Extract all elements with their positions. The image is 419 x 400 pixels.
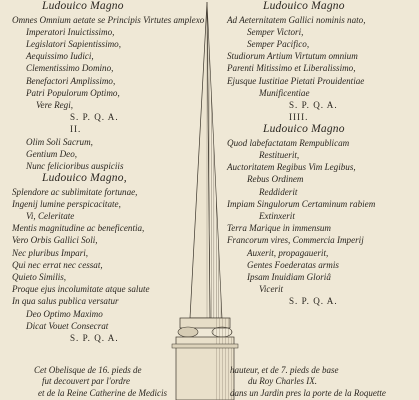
inscription-line: Gentes Foederatas armis [247, 259, 339, 270]
caption-line: fut decouvert par l'ordre [42, 376, 130, 387]
inscription-line: Vi, Celeritate [26, 211, 75, 222]
inscription-line: Aequissimo Iudici, [26, 51, 94, 62]
inscription-line: Mentis magnitudine ac beneficentia, [12, 223, 145, 234]
inscription-line: Omnes Omnium aetate se Principis Virtutes amplexo [12, 14, 205, 25]
inscription-line: Ludouico Magno [42, 0, 124, 12]
inscription-line: Ad Aeternitatem Gallici nominis nato, [227, 14, 366, 25]
inscription-line: Ludouico Magno, [42, 172, 127, 185]
inscription-line: Rebus Ordinem [247, 174, 304, 185]
inscription-line: S. P. Q. A. [289, 99, 338, 110]
inscription-line: S. P. Q. A. [289, 296, 338, 307]
inscription-line: Nunc felicioribus auspiciis [26, 160, 124, 171]
caption-line: Cet Obelisque de 16. pieds de [34, 365, 142, 375]
caption-line: dans un Jardin pres la porte de la Roquette [230, 387, 386, 398]
inscription-line: Munificentiae [259, 87, 310, 98]
inscription-line: IIII. [289, 112, 309, 123]
inscription-line: Quieto Similis, [12, 272, 67, 283]
inscription-line: S. P. Q. A. [70, 112, 119, 123]
inscription-line: Legislatori Sapientissimo, [26, 38, 121, 49]
inscription-line: Parenti Mitissimo et Liberalissimo, [227, 63, 356, 74]
inscription-line: Qui nec errat nec cessat, [12, 259, 103, 270]
inscription-line: Vere Regi, [36, 99, 74, 110]
inscription-line: Semper Pacifico, [247, 38, 310, 49]
right-lion-ornament [212, 327, 232, 337]
inscription-line: Imperatori Inuictissimo, [26, 26, 115, 37]
inscription-line: Restituerit, [259, 150, 300, 161]
inscription-line: Olim Soli Sacrum, [26, 136, 93, 147]
inscription-line: Auxerit, propagauerit, [247, 247, 329, 258]
inscription-line: Patri Populorum Optimo, [26, 87, 120, 98]
inscription-line: Quod labefactatam Rempublicam [227, 137, 350, 148]
inscription-line: Auctoritatem Regibus Vim Legibus, [227, 162, 356, 173]
inscription-line: Terra Marique in immensum [227, 223, 331, 234]
inscription-line: Splendore ac sublimitate fortunae, [12, 186, 138, 197]
inscription-line: Nec pluribus Impari, [12, 247, 89, 258]
caption-left [34, 365, 167, 399]
inscription-line: Francorum vires, Commercia Imperij [227, 235, 364, 246]
inscription-line: Impiam Singulorum Certaminum rabiem [227, 198, 376, 209]
caption-line: et de la Reine Catherine de Medicis [38, 387, 167, 398]
inscription-line: Ludouico Magno [263, 123, 345, 136]
inscription-line: Dicat Vouet Consecrat [26, 320, 109, 331]
inscription-line: Vero Orbis Gallici Soli, [12, 235, 98, 246]
inscription-line: Vicerit [259, 284, 284, 295]
inscription-line: Ludouico Magno [263, 0, 345, 12]
inscription-line: Semper Victori, [247, 26, 304, 37]
inscription-line: Deo Optimo Maximo [26, 308, 103, 319]
inscription-line: Studiorum Artium Virtutum omnium [227, 51, 358, 62]
inscription-line: Ingenij lumine perspicacitate, [12, 198, 121, 209]
caption-line: du Roy Charles IX. [248, 376, 317, 387]
inscription-line: Reddiderit [259, 186, 298, 197]
inscription-line: Benefactori Amplissimo, [26, 75, 116, 86]
caption-footer [0, 344, 419, 400]
inscription-line: Clementissimo Domino, [26, 63, 114, 74]
right-inscription-column [227, 0, 415, 308]
left-inscription-column [12, 0, 205, 344]
inscription-line: II. [70, 124, 82, 135]
inscription-line: In qua salus publica versatur [12, 296, 119, 307]
inscription-line: Proque ejus incolumitate atque salute [12, 284, 150, 295]
caption-line: hauteur, et de 7. pieds de base [230, 365, 339, 375]
inscription-line: Extinxerit [259, 211, 295, 222]
inscription-line: Ejusque Iustitiae Pietati Prouidentiae [227, 75, 365, 86]
caption-right [230, 365, 386, 399]
inscription-line: S. P. Q. A. [70, 333, 119, 344]
inscription-line: Gentium Deo, [26, 148, 78, 159]
inscription-line: Ipsam Inuidiam Gloriâ [247, 272, 331, 283]
